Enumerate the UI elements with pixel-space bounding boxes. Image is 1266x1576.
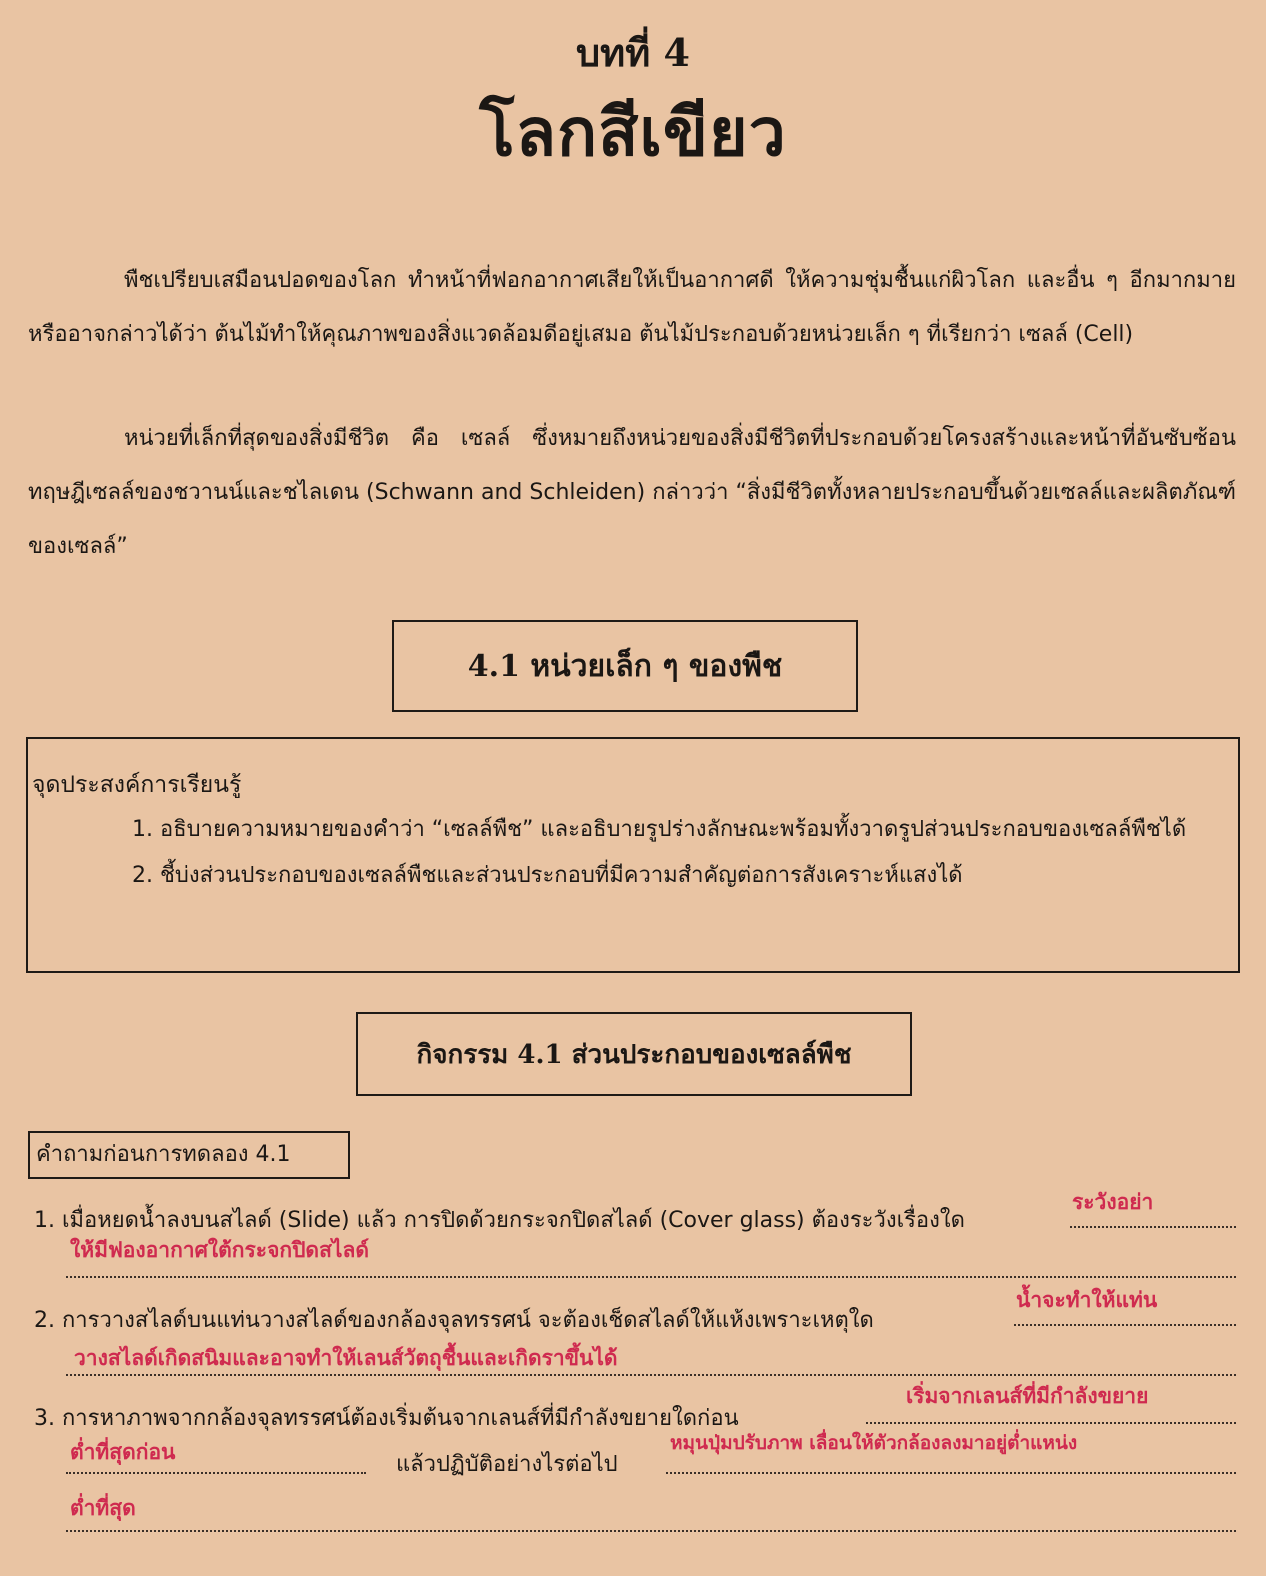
answer-3-part-1: เริ่มจากเลนส์ที่มีกำลังขยาย — [906, 1383, 1149, 1408]
answer-line — [66, 1472, 366, 1474]
answer-3-part-3: หมุนปุ่มปรับภาพ เลื่อนให้ตัวกล้องลงมาอยู่ต่ำแหน่ง — [670, 1432, 1078, 1454]
objective-item — [132, 853, 1232, 899]
objective-item — [132, 807, 1232, 853]
answer-3-part-2: ต่ำที่สุดก่อน — [70, 1439, 176, 1464]
question-1: 1. เมื่อหยดน้ำลงบนสไลด์ (Slide) แล้ว การปิดด้วยกระจกปิดสไลด์ (Cover glass) ต้องระวังเรื่องใด — [34, 1208, 965, 1233]
objectives-heading: จุดประสงค์การเรียนรู้ — [32, 772, 242, 798]
pre-questions-label: คำถามก่อนการทดลอง 4.1 — [28, 1131, 350, 1179]
intro-paragraph-2 — [28, 412, 1236, 574]
answer-1-part-1: ระวังอย่า — [1072, 1189, 1154, 1214]
chapter-title: โลกสีเขียว — [479, 93, 787, 171]
answer-2-part-1: น้ำจะทำให้แท่น — [1016, 1287, 1158, 1312]
objective-number: 1. — [132, 817, 153, 842]
answer-line — [66, 1530, 1236, 1532]
answer-line — [666, 1472, 1236, 1474]
activity-heading: กิจกรรม 4.1 ส่วนประกอบของเซลล์พืช — [416, 1039, 852, 1070]
objective-number: 2. — [132, 863, 153, 888]
section-heading: 4.1 หน่วยเล็ก ๆ ของพืช — [467, 648, 783, 684]
objective-text: อธิบายความหมายของคำว่า “เซลล์พืช” และอธิบายรูปร่างลักษณะพร้อมทั้งวาดรูปส่วนประกอบของเซลล์พืชได้ — [160, 817, 1187, 842]
question-2: 2. การวางสไลด์บนแท่นวางสไลด์ของกล้องจุลทรรศน์ จะต้องเช็ดสไลด์ให้แห้งเพราะเหตุใด — [34, 1308, 874, 1333]
objective-text: ชี้บ่งส่วนประกอบของเซลล์พืชและส่วนประกอบที่มีความสำคัญต่อการสังเคราะห์แสงได้ — [160, 863, 963, 888]
intro-paragraph-2-text: หน่วยที่เล็กที่สุดของสิ่งมีชีวิต คือ เซลล์ ซึ่งหมายถึงหน่วยของสิ่งมีชีวิตที่ประกอบด้วยโครงสร้างและหน้าที่อันซับซ้อน ทฤษฎีเซลล์ของชวานน์และชไลเดน (Schwann and Schleiden) กล่าวว่า “สิ่งมีชีวิตทั้งหลายประกอบขึ้นด้วยเซลล์และผลิตภัณฑ์ของเซลล์” — [28, 426, 1236, 559]
question-3-part-2: แล้วปฏิบัติอย่างไรต่อไป — [396, 1452, 618, 1477]
answer-line — [866, 1422, 1236, 1424]
answer-line — [1070, 1226, 1236, 1228]
objectives-list — [132, 807, 1232, 899]
activity-heading-box — [356, 1012, 912, 1096]
learning-objectives-box — [26, 737, 1240, 973]
question-3: 3. การหาภาพจากกล้องจุลทรรศน์ต้องเริ่มต้นจากเลนส์ที่มีกำลังขยายใดก่อน — [34, 1406, 739, 1431]
answer-2-part-2: วางสไลด์เกิดสนิมและอาจทำให้เลนส์วัตถุชื้นและเกิดราขึ้นได้ — [74, 1345, 618, 1370]
intro-paragraph-1 — [28, 254, 1236, 362]
chapter-label: บทที่ 4 — [576, 30, 690, 75]
answer-1-part-2: ให้มีฟองอากาศใต้กระจกปิดสไลด์ — [70, 1237, 369, 1262]
section-heading-box — [392, 620, 858, 712]
answer-line — [1014, 1324, 1236, 1326]
answer-line — [66, 1276, 1236, 1278]
intro-paragraph-1-text: พืชเปรียบเสมือนปอดของโลก ทำหน้าที่ฟอกอากาศเสียให้เป็นอากาศดี ให้ความชุ่มชื้นแก่ผิวโลก และอื่น ๆ อีกมากมาย หรืออาจกล่าวได้ว่า ต้นไม้ทำให้คุณภาพของสิ่งแวดล้อมดีอยู่เสมอ ต้นไม้ประกอบด้วยหน่วยเล็ก ๆ ที่เรียกว่า เซลล์ (Cell) — [28, 268, 1236, 347]
answer-3-part-4: ต่ำที่สุด — [70, 1495, 136, 1520]
